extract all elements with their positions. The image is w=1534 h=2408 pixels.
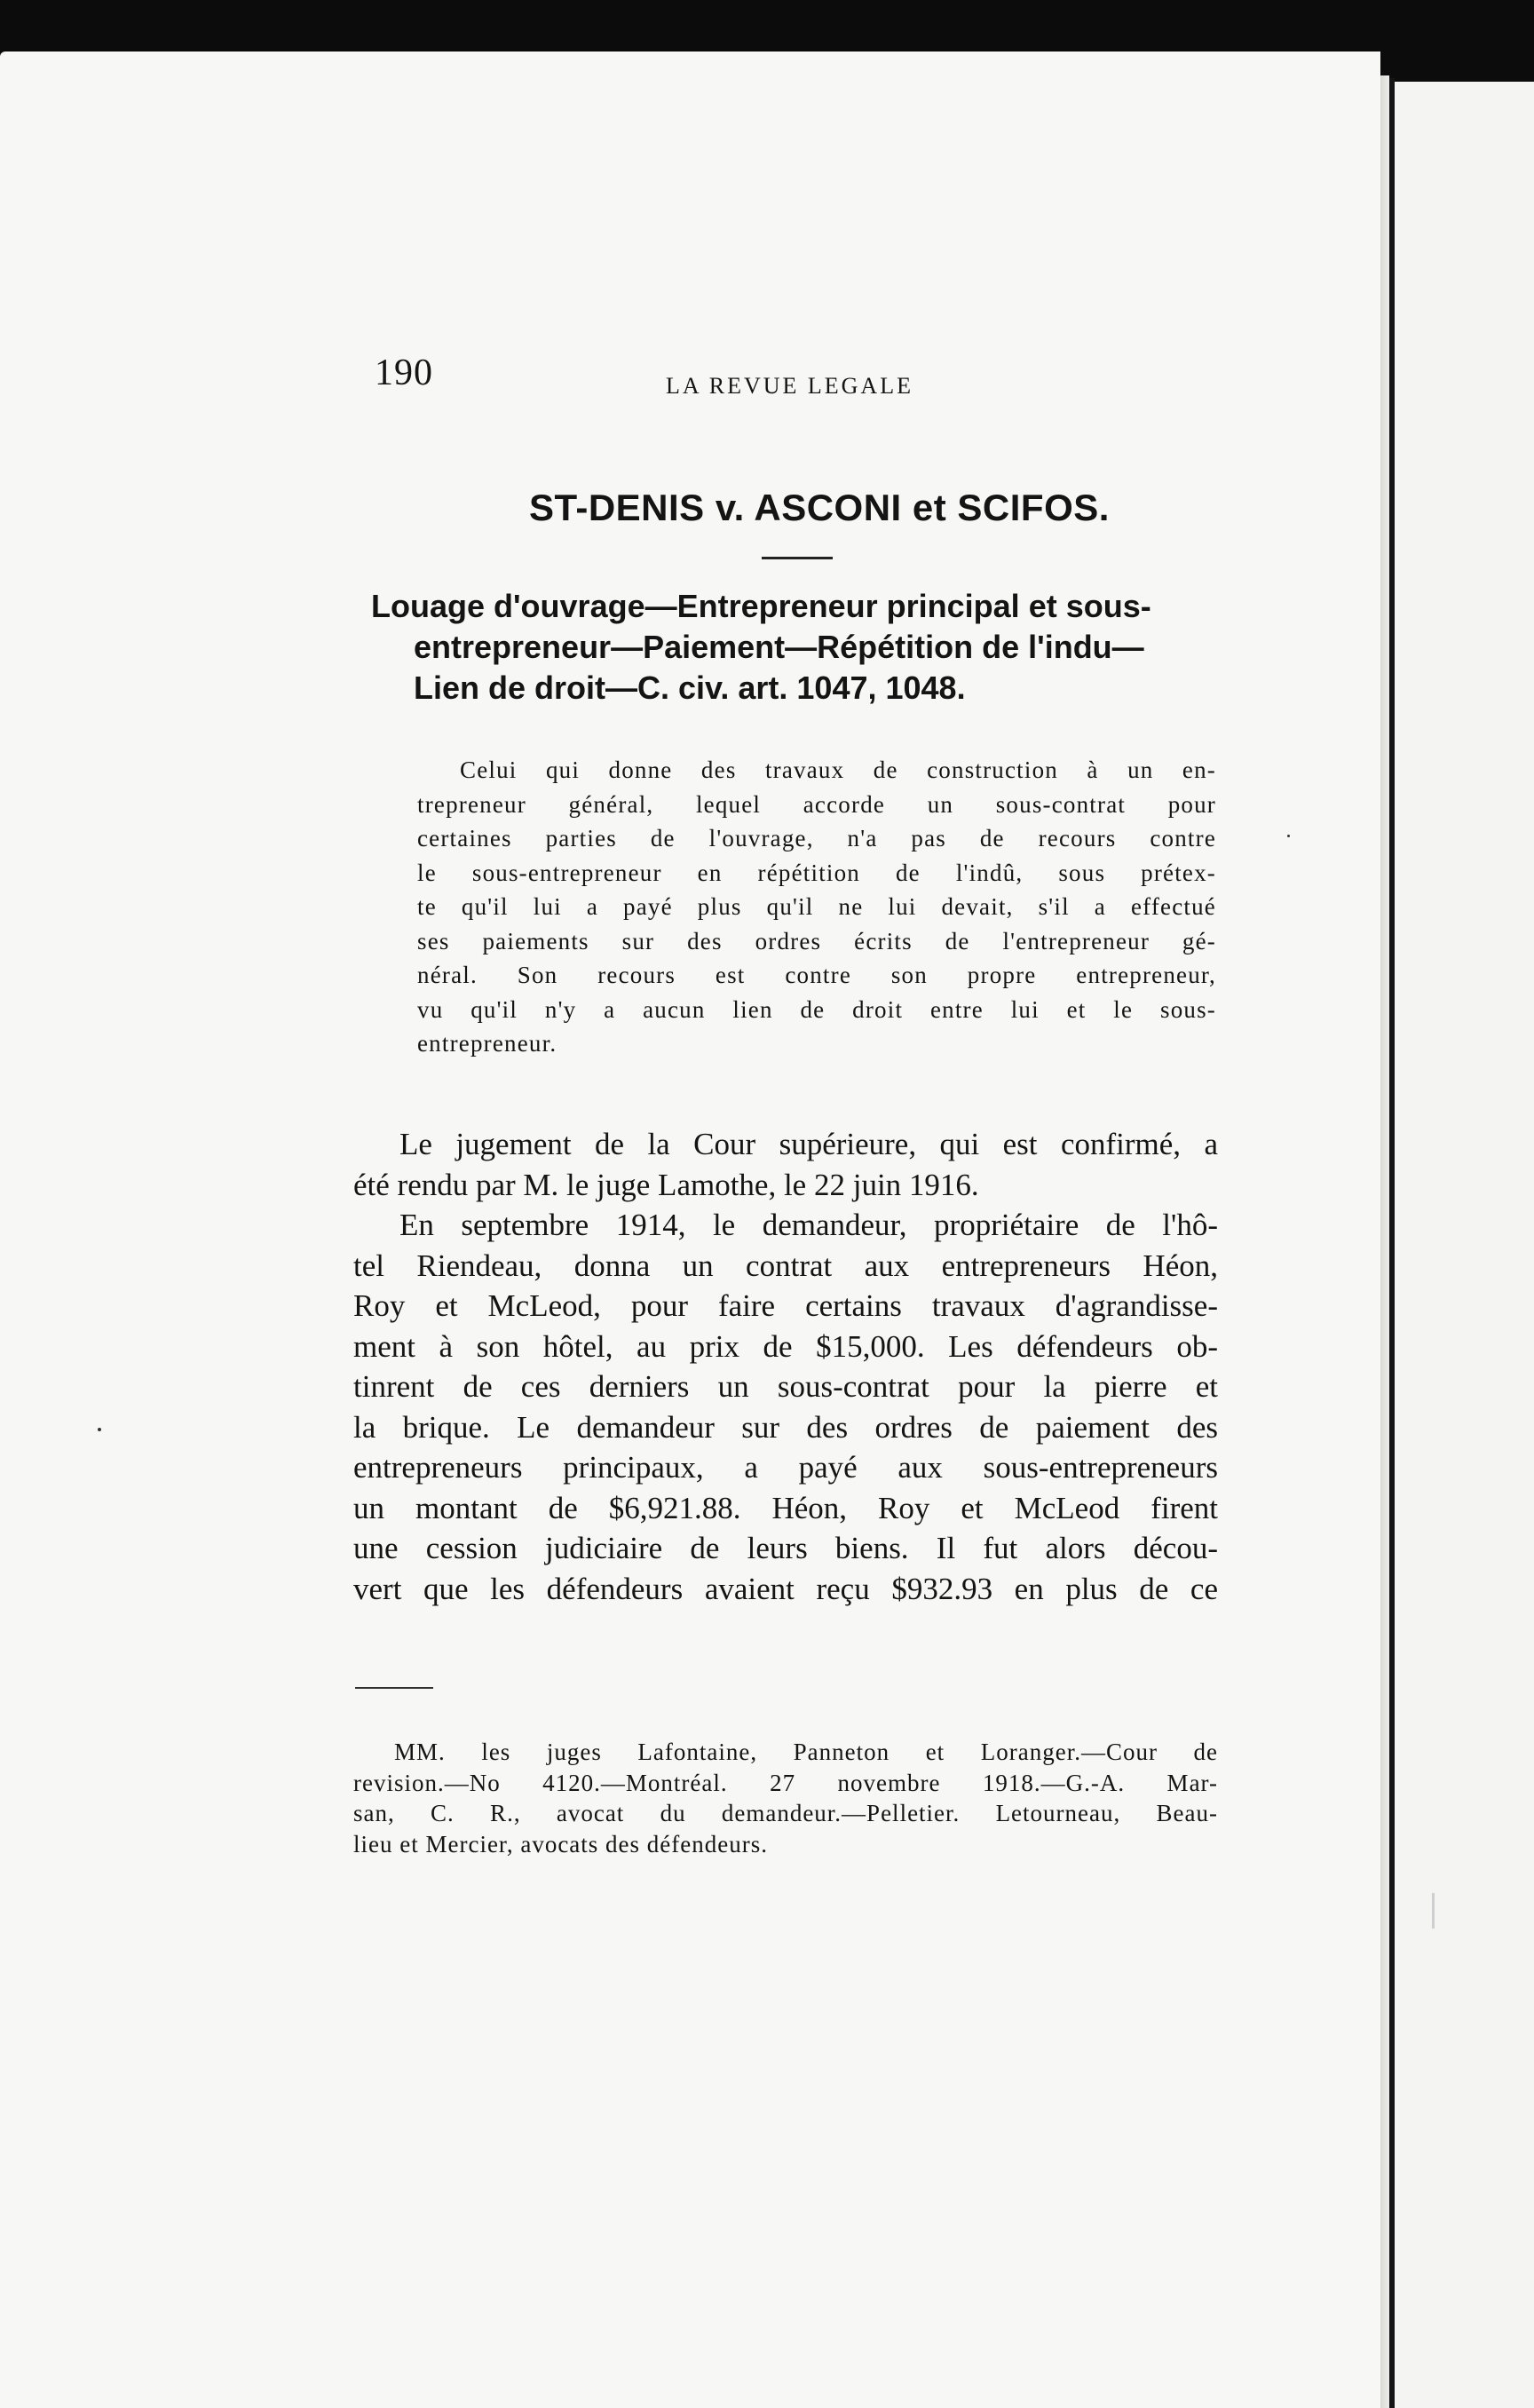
footnote-line: san, C. R., avocat du demandeur.—Pelletier. Letourneau, Beau-: [353, 1800, 1218, 1826]
body-line: En septembre 1914, le demandeur, propriétaire de l'hô-: [399, 1208, 1218, 1242]
syllabus-line: trepreneur général, lequel accorde un sous-contrat pour: [417, 790, 1216, 818]
running-title: LA REVUE LEGALE: [666, 373, 913, 399]
body-line: tel Riendeau, donna un contrat aux entrepreneurs Héon,: [353, 1248, 1218, 1283]
body-line: vert que les défendeurs avaient reçu $932.93 en plus de ce: [353, 1571, 1218, 1606]
subject-line: entrepreneur—Paiement—Répétition de l'indu—: [414, 629, 1144, 665]
body-line: entrepreneurs principaux, a payé aux sous-entrepreneurs: [353, 1450, 1218, 1485]
syllabus-line: néral. Son recours est contre son propre entrepreneur,: [417, 962, 1216, 988]
syllabus-line: vu qu'il n'y a aucun lien de droit entre lui et le sous-: [417, 995, 1216, 1023]
footnote-line: MM. les juges Lafontaine, Panneton et Loranger.—Cour de: [394, 1739, 1218, 1765]
subject-headnote: [371, 586, 1241, 709]
syllabus-line: te qu'il lui a payé plus qu'il ne lui devait, s'il a effectué: [417, 893, 1216, 920]
body-text: [353, 1124, 1218, 1609]
body-line: été rendu par M. le juge Lamothe, le 22 juin 1916.: [353, 1167, 979, 1202]
footnote: [353, 1737, 1218, 1859]
syllabus: [417, 753, 1216, 1061]
page-number: 190: [375, 352, 433, 393]
body-line: Le jugement de la Cour supérieure, qui est confirmé, a: [399, 1127, 1218, 1161]
body-line: un montant de $6,921.88. Héon, Roy et McLeod firent: [353, 1490, 1218, 1525]
footnote-line: lieu et Mercier, avocats des défendeurs.: [353, 1830, 768, 1857]
syllabus-line: Celui qui donne des travaux de construction à un en-: [460, 756, 1216, 783]
footnote-rule: [355, 1687, 433, 1689]
body-line: ment à son hôtel, au prix de $15,000. Les défendeurs ob-: [353, 1328, 1218, 1364]
subject-line: Lien de droit—C. civ. art. 1047, 1048.: [414, 669, 966, 706]
body-line: la brique. Le demandeur sur des ordres de paiement des: [353, 1409, 1218, 1445]
case-title: ST-DENIS v. ASCONI et SCIFOS.: [529, 487, 1110, 528]
title-rule: [762, 557, 833, 559]
footnote-line: revision.—No 4120.—Montréal. 27 novembre 1918.—G.-A. Mar-: [353, 1769, 1218, 1796]
body-line: une cession judiciaire de leurs biens. Il fut alors décou-: [353, 1531, 1218, 1565]
syllabus-line: le sous-entrepreneur en répétition de l'indû, sous prétex-: [417, 859, 1216, 886]
body-line: Roy et McLeod, pour faire certains travaux d'agrandisse-: [353, 1288, 1218, 1323]
syllabus-line: ses paiements sur des ordres écrits de l'entrepreneur gé-: [417, 927, 1216, 954]
adjacent-page: [1395, 82, 1534, 2408]
syllabus-line: entrepreneur.: [417, 1030, 557, 1057]
body-line: tinrent de ces derniers un sous-contrat pour la pierre et: [353, 1369, 1218, 1404]
syllabus-line: certaines parties de l'ouvrage, n'a pas de recours contre: [417, 825, 1216, 852]
subject-line: Louage d'ouvrage—Entrepreneur principal et sous-: [371, 588, 1151, 624]
page-edge-shadow: [1380, 75, 1389, 2408]
